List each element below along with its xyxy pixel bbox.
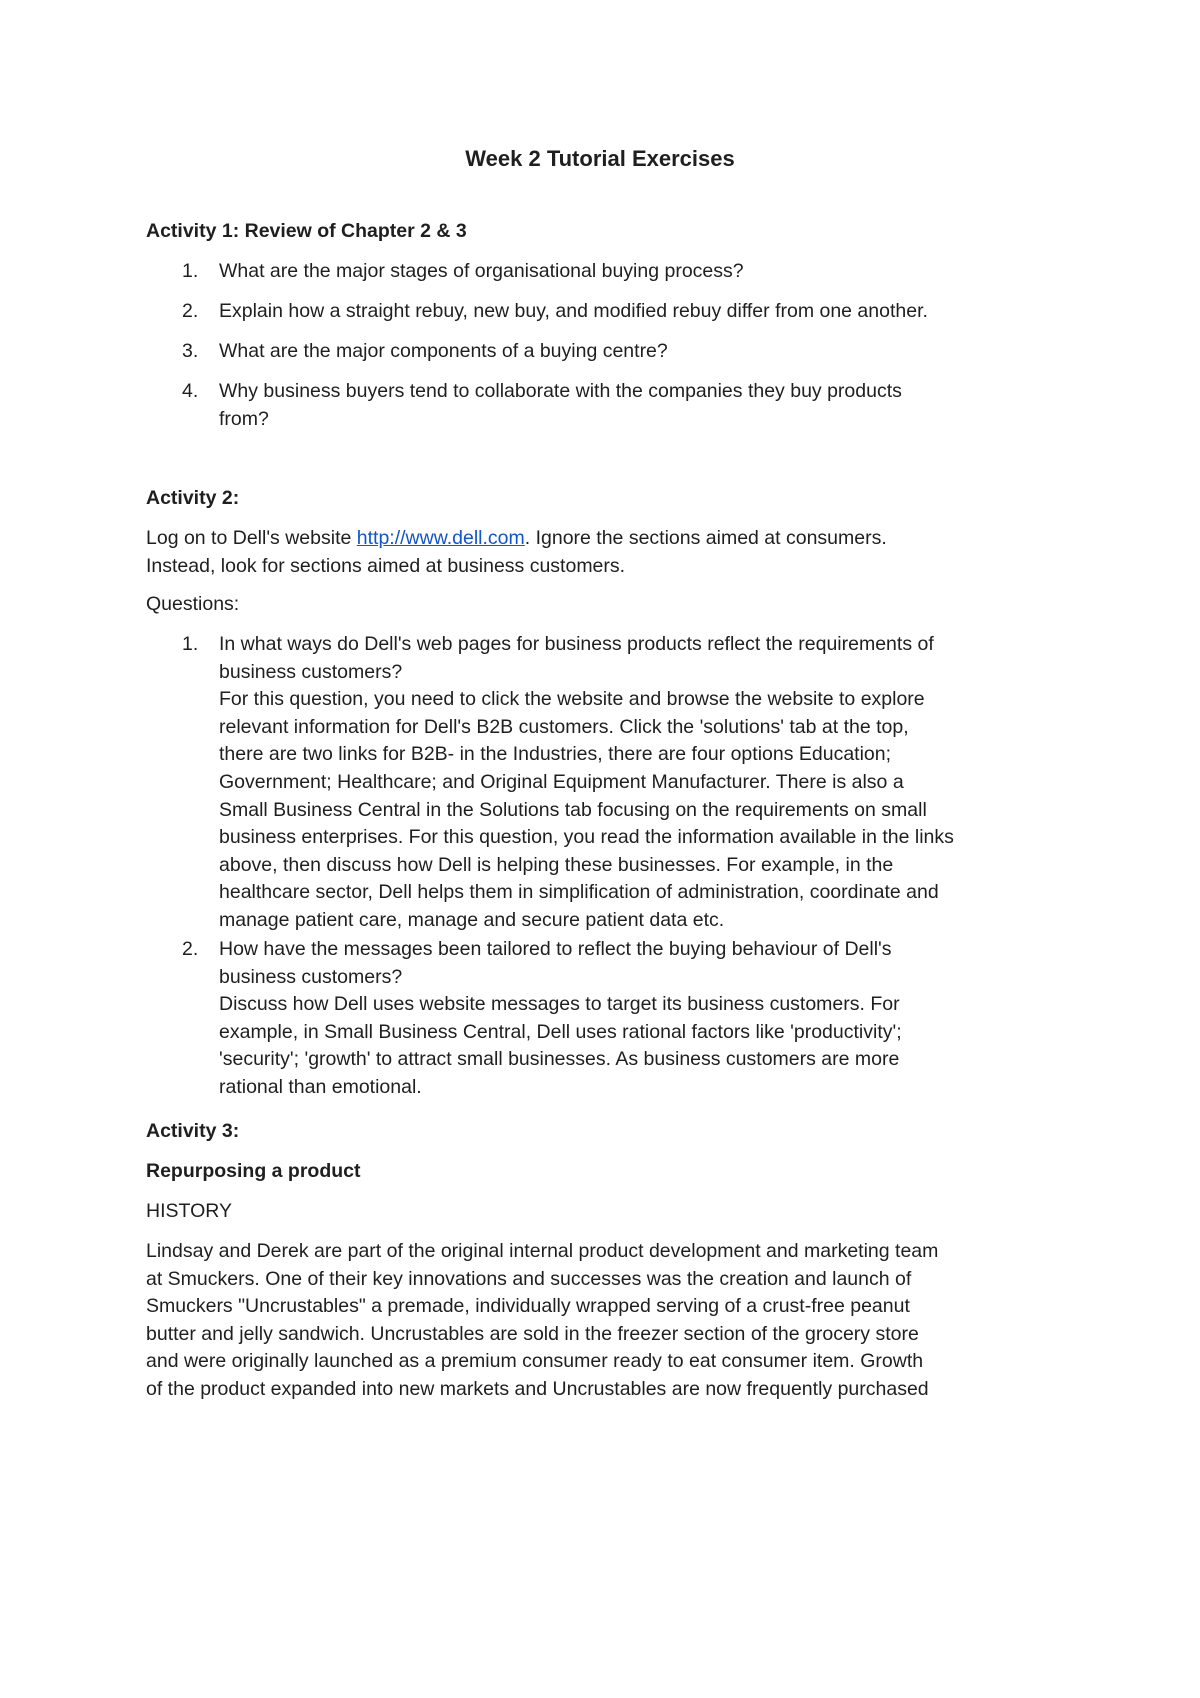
answer-text: relevant information for Dell's B2B customers. Click the 'solutions' tab at the top, bbox=[219, 715, 909, 738]
question-text: business customers? bbox=[219, 965, 403, 988]
paragraph-line: at Smuckers. One of their key innovations and successes was the creation and launch of bbox=[146, 1267, 912, 1290]
activity2-heading: Activity 2: bbox=[146, 487, 240, 509]
list-item-text: What are the major stages of organisational buying process? bbox=[219, 260, 744, 282]
paragraph-line: of the product expanded into new markets and Uncrustables are now frequently purchased bbox=[146, 1377, 929, 1400]
questions-label: Questions: bbox=[146, 593, 240, 615]
paragraph-line: butter and jelly sandwich. Uncrustables are sold in the freezer section of the grocery store bbox=[146, 1322, 919, 1345]
dell-website-link[interactable]: http://www.dell.com bbox=[356, 527, 525, 549]
intro-line-2: Instead, look for sections aimed at business customers. bbox=[146, 554, 626, 577]
list-number: 1. bbox=[182, 633, 199, 655]
answer-text: business enterprises. For this question, you read the information available in the links bbox=[219, 826, 954, 849]
list-item-text: Explain how a straight rebuy, new buy, and modified rebuy differ from one another. bbox=[219, 300, 928, 322]
list-number: 2. bbox=[182, 300, 199, 322]
question-text: How have the messages been tailored to reflect the buying behaviour of Dell's bbox=[219, 938, 892, 960]
answer-text: For this question, you need to click the website and browse the website to explore bbox=[219, 688, 925, 711]
answer-text: 'security'; 'growth' to attract small businesses. As business customers are more bbox=[219, 1048, 900, 1071]
answer-text: rational than emotional. bbox=[219, 1075, 422, 1098]
answer-text: manage patient care, manage and secure patient data etc. bbox=[219, 908, 725, 931]
history-paragraph bbox=[146, 1238, 1076, 1404]
answer-text: healthcare sector, Dell helps them in simplification of administration, coordinate and bbox=[219, 881, 939, 904]
list-item-text: What are the major components of a buying centre? bbox=[219, 340, 668, 362]
intro-suffix: . Ignore the sections aimed at consumers. bbox=[524, 527, 887, 549]
list-item-text: Why business buyers tend to collaborate with the companies they buy products bbox=[219, 380, 902, 402]
list-number: 3. bbox=[182, 340, 199, 362]
history-label: HISTORY bbox=[146, 1200, 232, 1222]
answer-text: above, then discuss how Dell is helping these businesses. For example, in the bbox=[219, 853, 894, 876]
activity3-heading: Activity 3: bbox=[146, 1120, 240, 1142]
page-title: Week 2 Tutorial Exercises bbox=[465, 146, 735, 171]
answer-text: Government; Healthcare; and Original Equipment Manufacturer. There is also a bbox=[219, 770, 904, 793]
question-text: business customers? bbox=[219, 660, 403, 683]
list-number: 4. bbox=[182, 380, 199, 402]
paragraph-line: Lindsay and Derek are part of the original internal product development and marketing team bbox=[146, 1240, 939, 1262]
answer-text: Discuss how Dell uses website messages to target its business customers. For bbox=[219, 993, 900, 1016]
paragraph-line: Smuckers "Uncrustables" a premade, individually wrapped serving of a crust-free peanut bbox=[146, 1295, 910, 1318]
answer-text: example, in Small Business Central, Dell uses rational factors like 'productivity'; bbox=[219, 1020, 902, 1043]
answer-text: Small Business Central in the Solutions tab focusing on the requirements on small bbox=[219, 798, 927, 821]
list-number: 2. bbox=[182, 938, 199, 960]
intro-prefix: Log on to Dell's website bbox=[146, 527, 357, 549]
list-item-text: from? bbox=[219, 407, 269, 430]
question-text: In what ways do Dell's web pages for business products reflect the requirements of bbox=[219, 633, 934, 655]
intro-line-1 bbox=[146, 525, 1076, 553]
paragraph-line: and were originally launched as a premium consumer ready to eat consumer item. Growth bbox=[146, 1350, 924, 1373]
activity2-intro bbox=[146, 525, 1076, 580]
activity3-subheading: Repurposing a product bbox=[146, 1160, 361, 1182]
list-number: 1. bbox=[182, 260, 199, 282]
activity1-heading: Activity 1: Review of Chapter 2 & 3 bbox=[146, 220, 467, 242]
answer-text: there are two links for B2B- in the Industries, there are four options Education; bbox=[219, 743, 892, 766]
